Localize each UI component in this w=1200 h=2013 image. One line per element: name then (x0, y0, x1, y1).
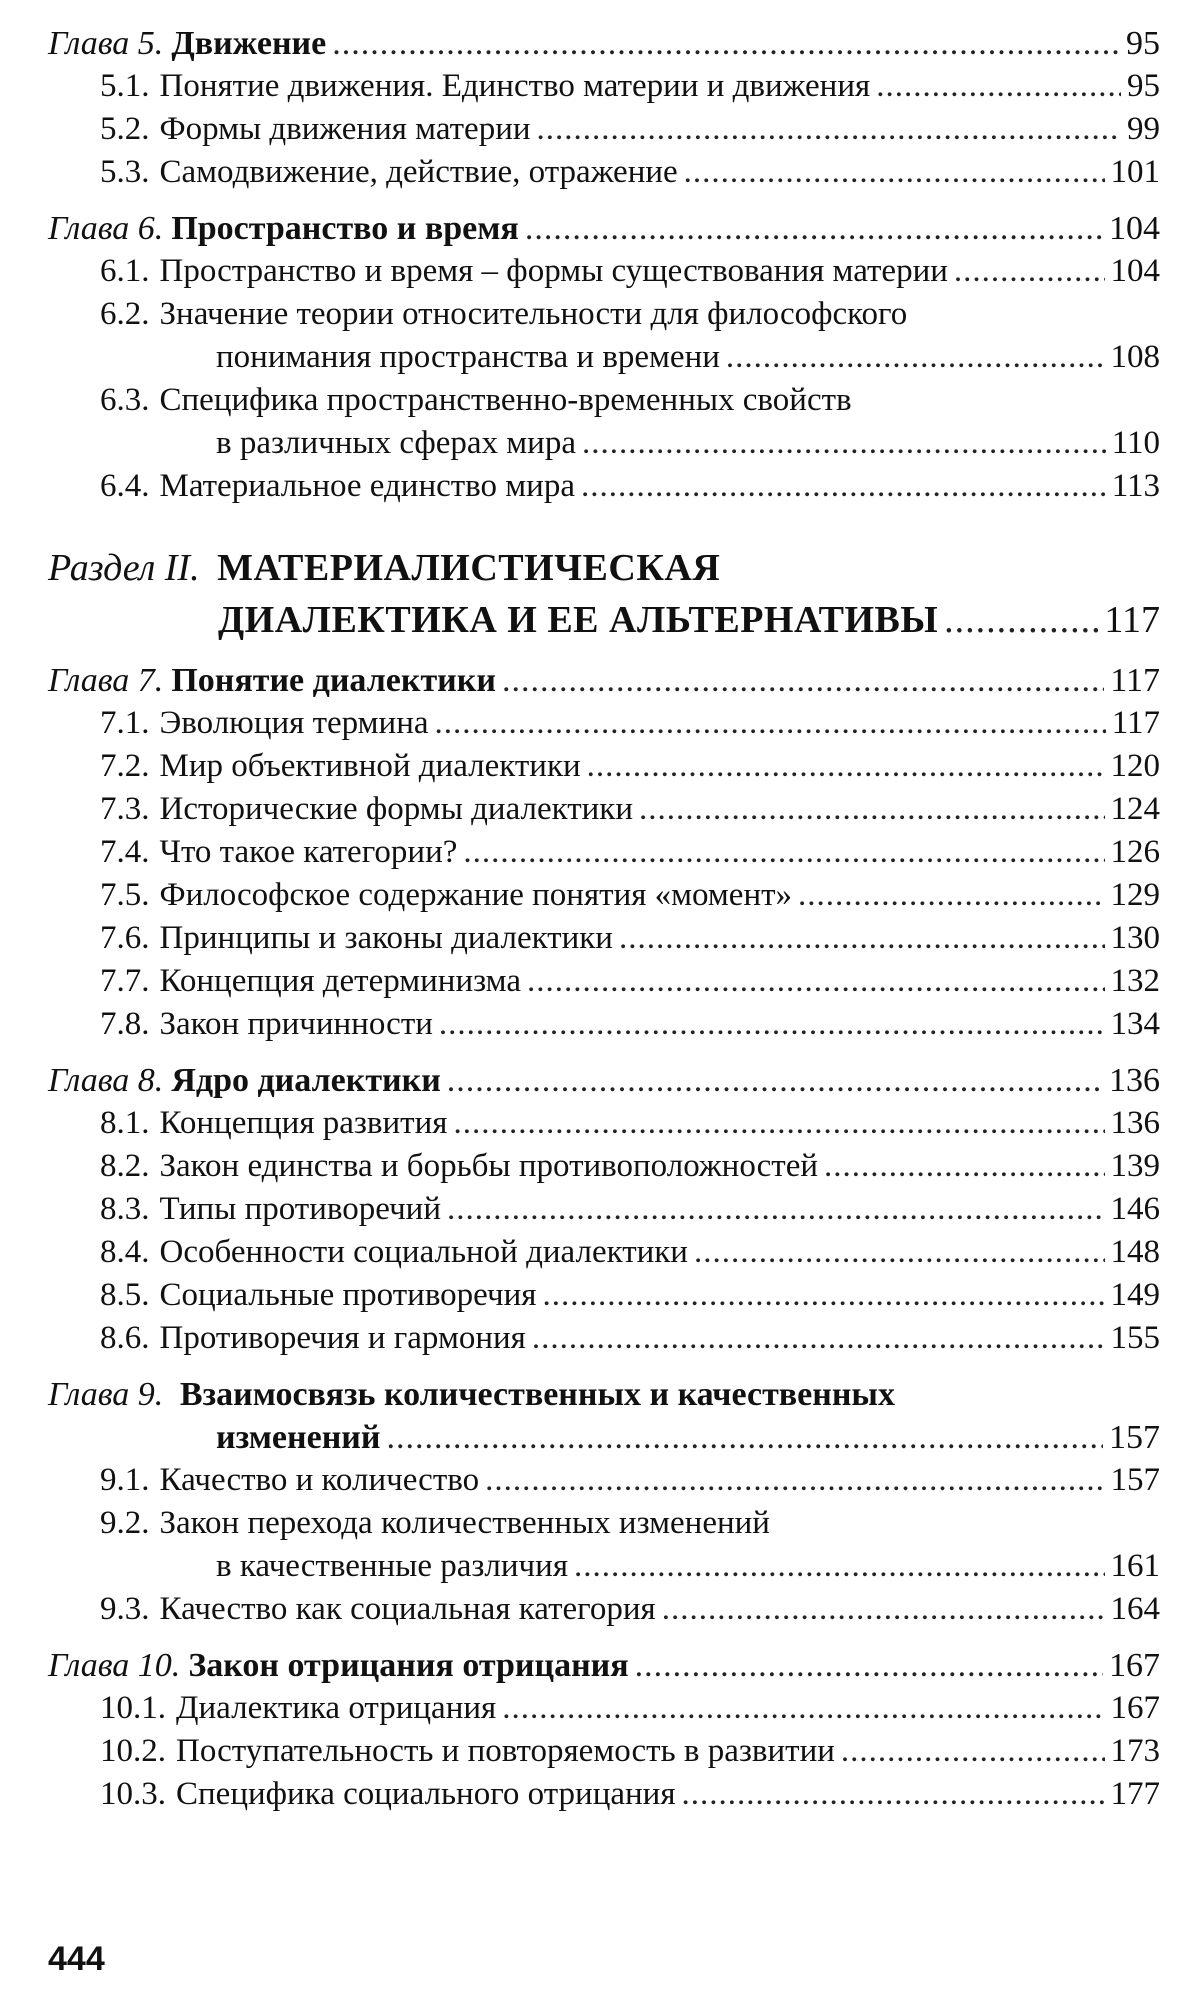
page-ref: 139 (1110, 1148, 1160, 1184)
dot-leader (798, 874, 1104, 917)
toc-section-10-1 (48, 1687, 1160, 1730)
page-number: 444 (48, 1940, 105, 1978)
chapter-title: Пространство и время (171, 210, 519, 247)
page-ref: 124 (1110, 791, 1160, 827)
toc-section-7-6 (48, 917, 1160, 960)
toc-chapter-9-second-line (48, 1416, 1160, 1459)
section-number: 6.4. (100, 468, 150, 504)
dot-leader (684, 151, 1105, 194)
section-number: 7.7. (100, 963, 150, 999)
toc-section-9-2-first-line (48, 1502, 1160, 1545)
toc-section-8-1 (48, 1102, 1160, 1145)
dot-leader (694, 1231, 1105, 1274)
chapter-title: Взаимосвязь количественных и качественных (179, 1376, 895, 1413)
toc-chapter-10 (48, 1644, 1160, 1687)
toc-section-7-1 (48, 702, 1160, 745)
toc-section-5-1 (48, 65, 1160, 108)
page-ref: 130 (1110, 920, 1160, 956)
section-title: Понятие движения. Единство материи и движения (159, 68, 871, 104)
page-ref: 117 (1111, 705, 1160, 741)
chapter-title: Движение (171, 25, 327, 62)
page-ref: 129 (1110, 877, 1160, 913)
toc-section-6-4 (48, 465, 1160, 508)
toc-section-7-2 (48, 745, 1160, 788)
section-number: 6.2. (100, 296, 150, 332)
chapter-title: Ядро диалектики (171, 1062, 441, 1099)
section-number: 10.1. (100, 1690, 166, 1726)
toc-section-6-2-first-line (48, 293, 1160, 336)
page-ref: 167 (1110, 1690, 1160, 1726)
dot-leader (542, 1274, 1104, 1317)
section-number: 7.2. (100, 748, 150, 784)
page-ref: 120 (1110, 748, 1160, 784)
section-title: Самодвижение, действие, отражение (159, 154, 678, 190)
section-number: 5.2. (100, 111, 150, 147)
chapter-label: Глава 8. (48, 1062, 164, 1099)
section-number: 7.8. (100, 1006, 150, 1042)
section-title: Исторические формы диалектики (159, 791, 633, 827)
page-ref: 146 (1110, 1191, 1160, 1227)
section-title: Эволюция термина (159, 705, 429, 741)
section-title: Закон единства и борьбы противоположностей (159, 1148, 819, 1184)
chapter-label: Глава 10. (48, 1647, 181, 1684)
section-number: 7.3. (100, 791, 150, 827)
page-ref: 108 (1110, 339, 1160, 375)
page-ref: 117 (1110, 662, 1160, 699)
section-number: 5.3. (100, 154, 150, 190)
section-title: Противоречия и гармония (159, 1320, 526, 1356)
dot-leader (439, 1003, 1105, 1046)
section-number: 7.1. (100, 705, 150, 741)
page-ref: 95 (1126, 25, 1160, 62)
section-title-continued: понимания пространства и времени (216, 339, 720, 375)
dot-leader (841, 1730, 1105, 1773)
chapter-label: Глава 5. (48, 25, 164, 62)
section-number: 8.4. (100, 1234, 150, 1270)
dot-leader (332, 22, 1120, 65)
dot-leader (726, 336, 1105, 379)
toc-section-6-3-second-line (48, 422, 1160, 465)
toc-section-8-2 (48, 1145, 1160, 1188)
toc-section-10-3 (48, 1773, 1160, 1816)
page-ref: 177 (1110, 1776, 1160, 1812)
section-title: Мир объективной диалектики (159, 748, 581, 784)
section-title: Философское содержание понятия «момент» (159, 877, 793, 913)
section-title: Концепция развития (159, 1105, 448, 1141)
part-heading-first-line (48, 542, 1160, 594)
page-ref: 113 (1111, 468, 1160, 504)
part-title: МАТЕРИАЛИСТИЧЕСКАЯ (217, 547, 721, 589)
section-title: Что такое категории? (159, 834, 458, 870)
section-number: 5.1. (100, 68, 150, 104)
section-title: Качество и количество (159, 1462, 480, 1498)
dot-leader (582, 422, 1106, 465)
toc-section-6-3-first-line (48, 379, 1160, 422)
toc-section-9-3 (48, 1588, 1160, 1631)
dot-leader (527, 960, 1105, 1003)
section-number: 9.1. (100, 1462, 150, 1498)
page-ref: 104 (1110, 253, 1160, 289)
section-title: Качество как социальная категория (159, 1591, 656, 1627)
toc-section-9-1 (48, 1459, 1160, 1502)
toc-section-7-3 (48, 788, 1160, 831)
dot-leader (537, 108, 1121, 151)
toc-section-7-4 (48, 831, 1160, 874)
section-title: Концепция детерминизма (159, 963, 521, 999)
section-number: 7.6. (100, 920, 150, 956)
toc-section-5-2 (48, 108, 1160, 151)
section-number: 8.2. (100, 1148, 150, 1184)
section-title: Поступательность и повторяемость в развитии (176, 1733, 835, 1769)
chapter-title: Понятие диалектики (171, 662, 496, 699)
page-ref: 110 (1111, 425, 1160, 461)
toc-section-6-2-second-line (48, 336, 1160, 379)
section-title: Специфика пространственно-временных свойств (159, 382, 852, 418)
page-ref: 148 (1110, 1234, 1160, 1270)
dot-leader (876, 65, 1121, 108)
dot-leader (502, 659, 1104, 702)
toc-chapter-8 (48, 1059, 1160, 1102)
chapter-label: Глава 9. (48, 1376, 164, 1413)
section-title: Специфика социального отрицания (176, 1776, 676, 1812)
chapter-title: Закон отрицания отрицания (188, 1647, 629, 1684)
dot-leader (453, 1102, 1104, 1145)
toc-section-8-5 (48, 1274, 1160, 1317)
section-title: Значение теории относительности для философского (159, 296, 908, 332)
toc-chapter-5 (48, 22, 1160, 65)
section-title: Пространство и время – формы существования материи (159, 253, 948, 289)
toc-section-10-2 (48, 1730, 1160, 1773)
toc-section-7-7 (48, 960, 1160, 1003)
part-title-continued: ДИАЛЕКТИКА И ЕЕ АЛЬТЕРНАТИВЫ (218, 599, 939, 641)
dot-leader (619, 917, 1105, 960)
page-ref: 126 (1110, 834, 1160, 870)
page-ref: 149 (1110, 1277, 1160, 1313)
toc-section-8-3 (48, 1188, 1160, 1231)
section-number: 8.3. (100, 1191, 150, 1227)
section-number: 7.5. (100, 877, 150, 913)
section-number: 6.3. (100, 382, 150, 418)
dot-leader (532, 1317, 1105, 1360)
section-title: Материальное единство мира (159, 468, 575, 504)
section-number: 7.4. (100, 834, 150, 870)
section-number: 9.3. (100, 1591, 150, 1627)
section-title: Социальные противоречия (159, 1277, 537, 1313)
toc-section-6-1 (48, 250, 1160, 293)
section-number: 9.2. (100, 1505, 150, 1541)
page-ref: 95 (1127, 68, 1160, 104)
dot-leader (447, 1188, 1105, 1231)
toc-chapter-7 (48, 659, 1160, 702)
toc-part-2 (48, 542, 1160, 646)
page-ref: 134 (1110, 1006, 1160, 1042)
section-title: Закон перехода количественных изменений (159, 1505, 770, 1541)
dot-leader (824, 1145, 1104, 1188)
dot-leader (525, 207, 1103, 250)
table-of-contents (48, 22, 1160, 1816)
dot-leader (574, 1545, 1105, 1588)
section-number: 6.1. (100, 253, 150, 289)
toc-section-8-6 (48, 1317, 1160, 1360)
section-title: Особенности социальной диалектики (159, 1234, 688, 1270)
section-number: 8.5. (100, 1277, 150, 1313)
section-title: Диалектика отрицания (176, 1690, 497, 1726)
dot-leader (587, 745, 1105, 788)
page-ref: 117 (1104, 599, 1160, 641)
dot-leader (682, 1773, 1105, 1816)
dot-leader (635, 1644, 1103, 1687)
dot-leader (581, 465, 1106, 508)
toc-section-9-2-second-line (48, 1545, 1160, 1588)
toc-section-7-5 (48, 874, 1160, 917)
dot-leader (954, 250, 1105, 293)
chapter-label: Глава 7. (48, 662, 164, 699)
dot-leader (944, 594, 1098, 646)
page-ref: 136 (1110, 1105, 1160, 1141)
section-title: Принципы и законы диалектики (159, 920, 613, 956)
section-number: 8.1. (100, 1105, 150, 1141)
toc-section-7-8 (48, 1003, 1160, 1046)
page-ref: 101 (1110, 154, 1160, 190)
toc-chapter-6 (48, 207, 1160, 250)
section-number: 10.2. (100, 1733, 166, 1769)
part-heading-second-line (48, 594, 1160, 646)
page-ref: 155 (1110, 1320, 1160, 1356)
page-ref: 157 (1109, 1419, 1160, 1456)
dot-leader (502, 1687, 1104, 1730)
page-ref: 161 (1110, 1548, 1160, 1584)
dot-leader (639, 788, 1105, 831)
toc-section-8-4 (48, 1231, 1160, 1274)
page-ref: 132 (1110, 963, 1160, 999)
section-number: 10.3. (100, 1776, 166, 1812)
toc-section-5-3 (48, 151, 1160, 194)
part-label: Раздел II. (48, 547, 200, 589)
page-ref: 167 (1109, 1647, 1160, 1684)
dot-leader (435, 702, 1106, 745)
dot-leader (447, 1059, 1103, 1102)
section-title: Закон причинности (159, 1006, 433, 1042)
section-title: Формы движения материи (159, 111, 531, 147)
dot-leader (485, 1459, 1104, 1502)
chapter-label: Глава 6. (48, 210, 164, 247)
toc-chapter-9-first-line (48, 1373, 1160, 1416)
section-title-continued: в качественные различия (216, 1548, 568, 1584)
dot-leader (662, 1588, 1105, 1631)
dot-leader (386, 1416, 1103, 1459)
page-ref: 157 (1110, 1462, 1160, 1498)
page-ref: 136 (1109, 1062, 1160, 1099)
chapter-title-continued: изменений (216, 1419, 381, 1456)
page-ref: 173 (1110, 1733, 1160, 1769)
page-ref: 164 (1110, 1591, 1160, 1627)
page-ref: 104 (1109, 210, 1160, 247)
dot-leader (463, 831, 1104, 874)
section-title-continued: в различных сферах мира (216, 425, 576, 461)
section-number: 8.6. (100, 1320, 150, 1356)
page-ref: 99 (1127, 111, 1160, 147)
section-title: Типы противоречий (159, 1191, 441, 1227)
